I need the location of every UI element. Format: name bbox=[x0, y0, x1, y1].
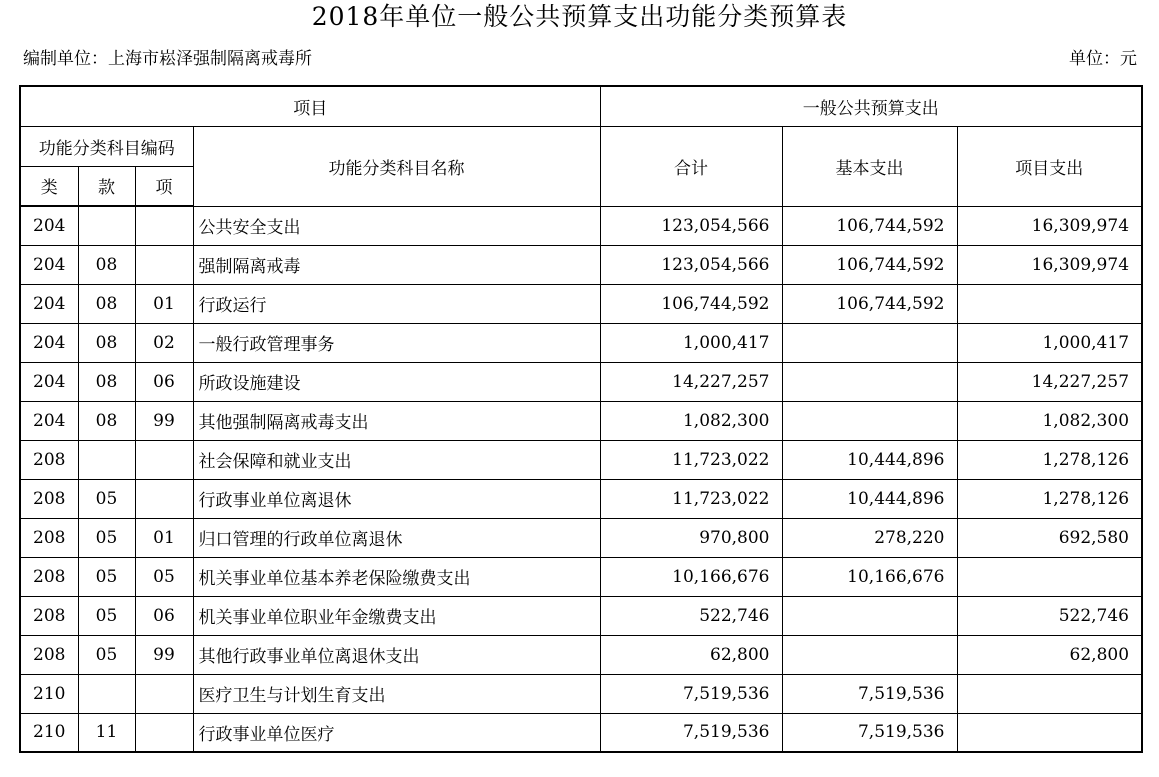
code-lei-cell: 204 bbox=[20, 206, 78, 245]
basic-amount-cell: 278,220 bbox=[782, 518, 957, 557]
table-row bbox=[20, 440, 1142, 479]
table-row bbox=[20, 479, 1142, 518]
code-xiang-cell: 99 bbox=[135, 635, 193, 674]
code-kuan-cell: 05 bbox=[78, 635, 135, 674]
code-lei-cell: 208 bbox=[20, 440, 78, 479]
code-lei-cell: 204 bbox=[20, 245, 78, 284]
total-amount-cell: 522,746 bbox=[600, 596, 782, 635]
code-lei-cell: 208 bbox=[20, 479, 78, 518]
code-lei-cell: 210 bbox=[20, 713, 78, 752]
header-xiang: 项 bbox=[135, 166, 193, 206]
code-lei-cell: 204 bbox=[20, 401, 78, 440]
page-title: 2018年单位一般公共预算支出功能分类预算表 bbox=[311, 2, 848, 31]
total-amount-cell: 970,800 bbox=[600, 518, 782, 557]
project-amount-cell: 62,800 bbox=[957, 635, 1142, 674]
subject-name-cell: 行政事业单位医疗 bbox=[193, 713, 600, 752]
subject-name-cell: 强制隔离戒毒 bbox=[193, 245, 600, 284]
subject-name-cell: 一般行政管理事务 bbox=[193, 323, 600, 362]
subject-name-cell: 公共安全支出 bbox=[193, 206, 600, 245]
subject-name-cell: 其他强制隔离戒毒支出 bbox=[193, 401, 600, 440]
table-row bbox=[20, 401, 1142, 440]
project-amount-cell bbox=[957, 713, 1142, 752]
code-xiang-cell: 01 bbox=[135, 518, 193, 557]
basic-amount-cell bbox=[782, 635, 957, 674]
code-xiang-cell: 02 bbox=[135, 323, 193, 362]
code-kuan-cell: 11 bbox=[78, 713, 135, 752]
reporting-unit: 编制单位：上海市崧泽强制隔离戒毒所 bbox=[23, 49, 312, 69]
code-kuan-cell: 08 bbox=[78, 323, 135, 362]
basic-amount-cell bbox=[782, 323, 957, 362]
code-xiang-cell bbox=[135, 206, 193, 245]
basic-amount-cell bbox=[782, 401, 957, 440]
header-row-1 bbox=[20, 86, 1142, 126]
code-lei-cell: 204 bbox=[20, 323, 78, 362]
code-xiang-cell bbox=[135, 713, 193, 752]
header-kuan: 款 bbox=[78, 166, 135, 206]
project-amount-cell bbox=[957, 557, 1142, 596]
subject-name-cell: 所政设施建设 bbox=[193, 362, 600, 401]
header-general-budget: 一般公共预算支出 bbox=[600, 86, 1142, 126]
basic-amount-cell: 106,744,592 bbox=[782, 284, 957, 323]
basic-amount-cell bbox=[782, 596, 957, 635]
basic-amount-cell bbox=[782, 362, 957, 401]
subject-name-cell: 机关事业单位基本养老保险缴费支出 bbox=[193, 557, 600, 596]
code-kuan-cell: 08 bbox=[78, 401, 135, 440]
code-lei-cell: 208 bbox=[20, 518, 78, 557]
project-amount-cell: 16,309,974 bbox=[957, 245, 1142, 284]
table-row bbox=[20, 206, 1142, 245]
total-amount-cell: 62,800 bbox=[600, 635, 782, 674]
code-lei-cell: 210 bbox=[20, 674, 78, 713]
code-kuan-cell: 08 bbox=[78, 245, 135, 284]
total-amount-cell: 1,082,300 bbox=[600, 401, 782, 440]
code-kuan-cell bbox=[78, 206, 135, 245]
subject-name-cell: 其他行政事业单位离退休支出 bbox=[193, 635, 600, 674]
project-amount-cell: 522,746 bbox=[957, 596, 1142, 635]
subject-name-cell: 行政运行 bbox=[193, 284, 600, 323]
header-project-expense: 项目支出 bbox=[957, 126, 1142, 206]
header-code-group: 功能分类科目编码 bbox=[20, 126, 193, 166]
total-amount-cell: 1,000,417 bbox=[600, 323, 782, 362]
code-kuan-cell bbox=[78, 440, 135, 479]
total-amount-cell: 7,519,536 bbox=[600, 674, 782, 713]
project-amount-cell: 1,278,126 bbox=[957, 440, 1142, 479]
header-subject-name: 功能分类科目名称 bbox=[193, 126, 600, 206]
code-lei-cell: 204 bbox=[20, 284, 78, 323]
basic-amount-cell: 10,444,896 bbox=[782, 479, 957, 518]
header-total: 合计 bbox=[600, 126, 782, 206]
code-xiang-cell bbox=[135, 245, 193, 284]
code-xiang-cell bbox=[135, 674, 193, 713]
code-kuan-cell: 05 bbox=[78, 596, 135, 635]
code-xiang-cell bbox=[135, 479, 193, 518]
subject-name-cell: 机关事业单位职业年金缴费支出 bbox=[193, 596, 600, 635]
code-kuan-cell: 08 bbox=[78, 362, 135, 401]
table-row bbox=[20, 245, 1142, 284]
code-kuan-cell: 08 bbox=[78, 284, 135, 323]
project-amount-cell: 16,309,974 bbox=[957, 206, 1142, 245]
project-amount-cell: 1,082,300 bbox=[957, 401, 1142, 440]
project-amount-cell: 692,580 bbox=[957, 518, 1142, 557]
code-kuan-cell: 05 bbox=[78, 479, 135, 518]
project-amount-cell: 1,278,126 bbox=[957, 479, 1142, 518]
project-amount-cell: 14,227,257 bbox=[957, 362, 1142, 401]
project-amount-cell bbox=[957, 674, 1142, 713]
table-row bbox=[20, 284, 1142, 323]
code-xiang-cell: 06 bbox=[135, 362, 193, 401]
total-amount-cell: 123,054,566 bbox=[600, 245, 782, 284]
project-amount-cell bbox=[957, 284, 1142, 323]
total-amount-cell: 7,519,536 bbox=[600, 713, 782, 752]
code-kuan-cell: 05 bbox=[78, 518, 135, 557]
total-amount-cell: 106,744,592 bbox=[600, 284, 782, 323]
table-row bbox=[20, 323, 1142, 362]
basic-amount-cell: 10,444,896 bbox=[782, 440, 957, 479]
total-amount-cell: 123,054,566 bbox=[600, 206, 782, 245]
code-lei-cell: 208 bbox=[20, 557, 78, 596]
basic-amount-cell: 106,744,592 bbox=[782, 206, 957, 245]
total-amount-cell: 14,227,257 bbox=[600, 362, 782, 401]
table-row bbox=[20, 713, 1142, 752]
header-basic-expense: 基本支出 bbox=[782, 126, 957, 206]
code-xiang-cell: 99 bbox=[135, 401, 193, 440]
code-lei-cell: 208 bbox=[20, 596, 78, 635]
table-row bbox=[20, 596, 1142, 635]
code-kuan-cell: 05 bbox=[78, 557, 135, 596]
code-xiang-cell: 06 bbox=[135, 596, 193, 635]
subject-name-cell: 行政事业单位离退休 bbox=[193, 479, 600, 518]
table-row bbox=[20, 674, 1142, 713]
subject-name-cell: 归口管理的行政单位离退休 bbox=[193, 518, 600, 557]
code-xiang-cell bbox=[135, 440, 193, 479]
code-lei-cell: 208 bbox=[20, 635, 78, 674]
code-xiang-cell: 01 bbox=[135, 284, 193, 323]
header-project: 项目 bbox=[20, 86, 600, 126]
table-row bbox=[20, 518, 1142, 557]
table-row bbox=[20, 635, 1142, 674]
basic-amount-cell: 7,519,536 bbox=[782, 713, 957, 752]
subject-name-cell: 社会保障和就业支出 bbox=[193, 440, 600, 479]
code-xiang-cell: 05 bbox=[135, 557, 193, 596]
code-kuan-cell bbox=[78, 674, 135, 713]
code-lei-cell: 204 bbox=[20, 362, 78, 401]
budget-table bbox=[19, 85, 1143, 753]
currency-unit: 单位：元 bbox=[1069, 49, 1137, 69]
subject-name-cell: 医疗卫生与计划生育支出 bbox=[193, 674, 600, 713]
header-lei: 类 bbox=[20, 166, 78, 206]
total-amount-cell: 11,723,022 bbox=[600, 479, 782, 518]
basic-amount-cell: 10,166,676 bbox=[782, 557, 957, 596]
table-row bbox=[20, 557, 1142, 596]
project-amount-cell: 1,000,417 bbox=[957, 323, 1142, 362]
header-row-2 bbox=[20, 126, 1142, 166]
basic-amount-cell: 7,519,536 bbox=[782, 674, 957, 713]
table-row bbox=[20, 362, 1142, 401]
total-amount-cell: 10,166,676 bbox=[600, 557, 782, 596]
total-amount-cell: 11,723,022 bbox=[600, 440, 782, 479]
basic-amount-cell: 106,744,592 bbox=[782, 245, 957, 284]
